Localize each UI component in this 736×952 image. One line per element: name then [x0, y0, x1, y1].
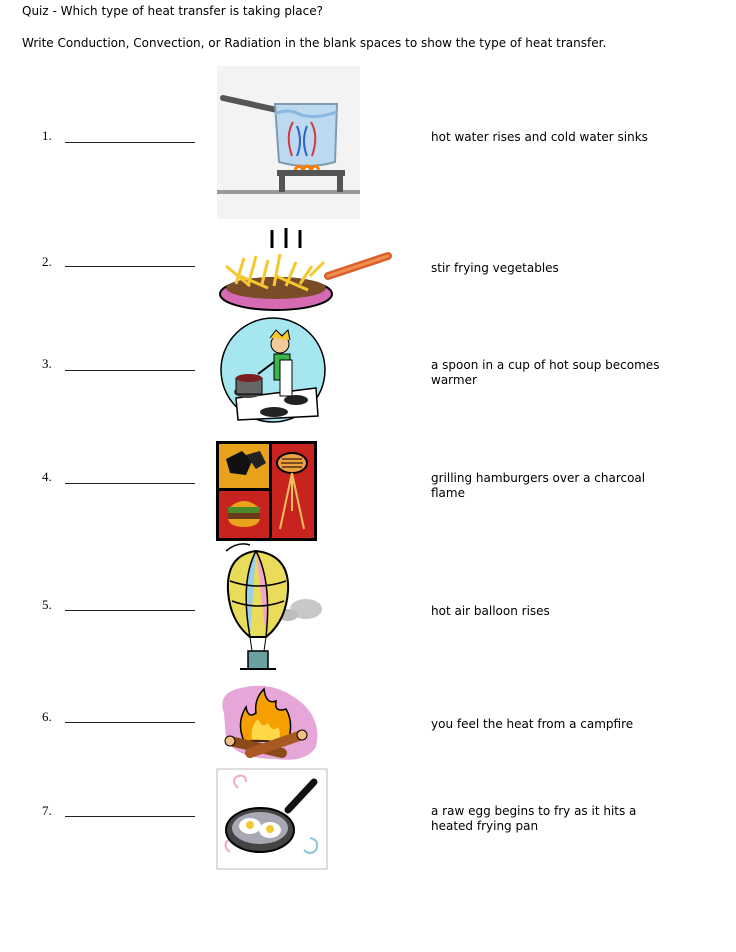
item-description-7: a raw egg begins to fry as it hits a heated frying pan — [431, 804, 637, 833]
item-number: 3. — [42, 356, 52, 371]
quiz-instructions: Write Conduction, Convection, or Radiation in the blank spaces to show the type of heat transfer. — [22, 36, 607, 50]
answer-blank-5[interactable] — [65, 600, 195, 611]
cooking-person-image — [216, 316, 330, 426]
quiz-title: Quiz - Which type of heat transfer is taking place? — [22, 4, 323, 18]
item-number: 6. — [42, 709, 52, 724]
item-description-1: hot water rises and cold water sinks — [431, 130, 648, 144]
answer-blank-6[interactable] — [65, 712, 195, 723]
item-number: 4. — [42, 469, 52, 484]
item-description-6: you feel the heat from a campfire — [431, 717, 634, 731]
answer-blank-4[interactable] — [65, 473, 195, 484]
hot-air-balloon-image — [218, 541, 324, 679]
boiling-pot-image — [217, 66, 360, 219]
frying-pan-image — [216, 226, 394, 314]
answer-blank-7[interactable] — [65, 806, 195, 817]
item-number: 7. — [42, 803, 52, 818]
item-description-2: stir frying vegetables — [431, 261, 559, 275]
campfire-image — [216, 683, 320, 763]
answer-blank-3[interactable] — [65, 360, 195, 371]
item-number: 1. — [42, 128, 52, 143]
item-description-3: a spoon in a cup of hot soup becomes warmer — [431, 358, 660, 387]
grill-image — [216, 441, 317, 541]
item-number: 5. — [42, 597, 52, 612]
answer-blank-2[interactable] — [65, 256, 195, 267]
egg-pan-image — [216, 768, 328, 870]
item-description-5: hot air balloon rises — [431, 604, 550, 618]
item-description-4: grilling hamburgers over a charcoal flame — [431, 471, 646, 500]
item-number: 2. — [42, 254, 52, 269]
answer-blank-1[interactable] — [65, 132, 195, 143]
